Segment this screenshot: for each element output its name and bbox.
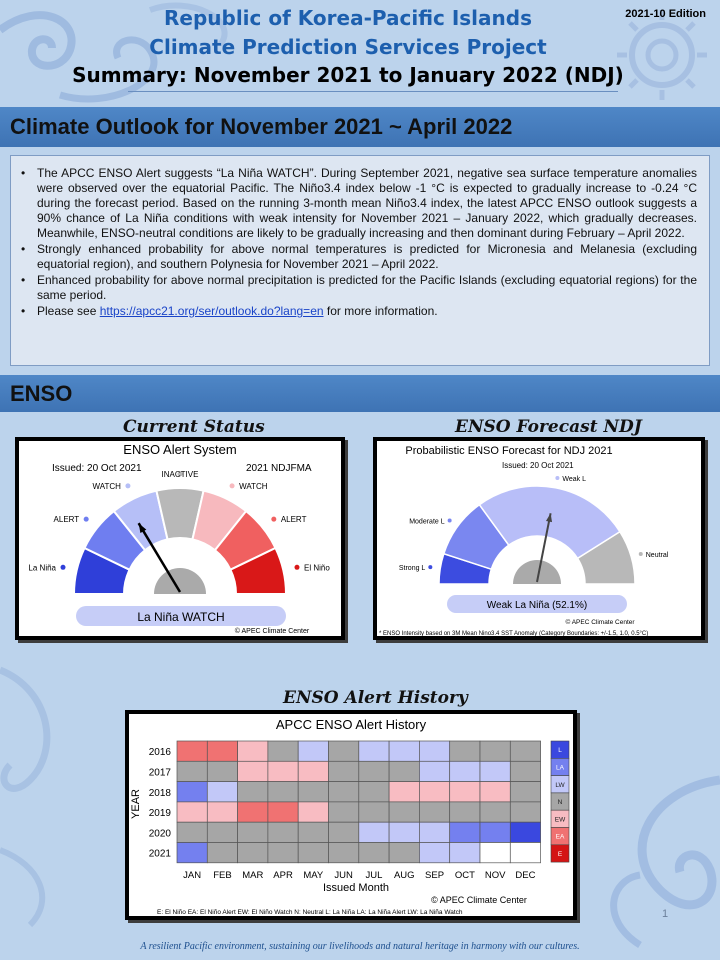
history-cell [207,802,237,822]
history-cell [510,802,540,822]
history-legend-label: N [557,799,563,807]
history-cell [419,843,449,863]
history-month-label: SEP [425,869,445,881]
outlook-bullet-link [37,304,697,319]
history-cell [329,782,359,802]
alert-gauge-svg [19,441,341,636]
history-cell [389,741,419,761]
history-month-label: AUG [393,869,415,881]
history-cell [510,741,540,761]
history-heatmap-svg [129,714,573,916]
history-cell [359,761,389,781]
history-cell [207,761,237,781]
history-year-label: 2019 [148,808,171,820]
history-legend-label: LW [555,781,565,789]
history-cell [329,761,359,781]
alert-segment-label: La Niña [28,563,57,573]
history-cell [268,761,298,781]
forecast-result-text: Weak La Niña (52.1%) [486,600,588,611]
history-cell [450,843,480,863]
history-cell [450,802,480,822]
enso-section-header [0,375,720,412]
history-legend-label: L [558,747,562,755]
header-title-line2: Climate Prediction Services Project [149,35,547,59]
history-cell [298,761,328,781]
history-cell [268,802,298,822]
history-month-label: JUN [334,869,353,881]
history-cell [177,761,207,781]
enso-alert-system-chart [15,437,345,640]
history-cell [268,741,298,761]
history-cell [419,741,449,761]
history-year-label: 2021 [148,848,171,860]
history-month-label: NOV [484,869,506,881]
history-cell [480,843,510,863]
history-cell [238,802,268,822]
history-credit: © APEC Climate Center [431,895,527,905]
outlook-link[interactable]: https://apcc21.org/ser/outlook.do?lang=en [99,304,324,318]
forecast-label-dot [555,476,559,480]
history-legend-label: EA [555,833,565,841]
history-cell [238,782,268,802]
history-cell [480,741,510,761]
history-month-label: MAR [242,869,264,881]
history-cell [298,802,328,822]
decorative-swirl-bottomright [580,760,720,950]
history-cell [177,843,207,863]
forecast-label-dot [428,565,432,569]
history-cell [359,843,389,863]
history-cell [450,741,480,761]
alert-label-dot [294,565,299,570]
decorative-swirl-bottomleft [0,650,90,930]
outlook-section-header [0,107,720,147]
history-cell [177,741,207,761]
history-year-label: 2018 [148,787,171,799]
history-cell [359,782,389,802]
forecast-heading: ENSO Forecast NDJ [455,417,642,437]
history-cell [238,761,268,781]
history-cell [510,843,540,863]
header-summary: Summary: November 2021 to January 2022 (NDJ) [72,63,624,87]
history-cell [359,822,389,842]
forecast-segment-label: Weak L [562,475,587,483]
history-cell [389,843,419,863]
link-suffix: for more information. [323,304,438,318]
forecast-issued: Issued: 20 Oct 2021 [502,461,574,470]
alert-label-dot [125,483,130,488]
history-cell [389,802,419,822]
history-cell [238,741,268,761]
history-month-label: JAN [183,869,202,881]
history-cell [238,843,268,863]
alert-label-dot [230,483,235,488]
header-title-line1: Republic of Korea-Pacific Islands [163,6,532,30]
alert-label-dot [61,565,66,570]
enso-title: ENSO [10,381,73,406]
forecast-footnote: * ENSO Intensity based on 3M Mean Nino3.4 SST Anomaly (Category Boundaries: +/-1.5, 1.0, 0.5°C) [379,631,649,636]
current-status-heading: Current Status [123,417,265,437]
forecast-segment-label: Strong L [398,565,426,573]
history-heading: ENSO Alert History [283,688,468,708]
history-month-label: FEB [213,869,232,881]
history-cell [389,822,419,842]
outlook-bullet: • The APCC ENSO Alert suggests “La Niña WATCH”. During September 2021, negative sea surface temperature anomalies were observed over the equatorial Pacific. The Niño3.4 index below -1 °C is expected to gradually increase to -0.24 °C during the forecast period. Based on the running 3-month mean Niño3.4 index, the latest APCC ENSO outlook suggests a 90% chance of La Niña conditions with weak intensity for November 2021 – January 2022, which gradually decreases. Meanwhile, ENSO-neutral conditions are likely to be gradually increasing and then dominant during February – April 2022. [37,166,697,241]
history-cell [329,802,359,822]
outlook-bullet-list [37,166,697,319]
history-cell [480,802,510,822]
page-header [0,0,720,100]
history-cell [238,822,268,842]
history-cell [480,761,510,781]
history-ylabel: YEAR [130,789,142,819]
history-month-label: DEC [515,869,536,881]
history-cell [268,822,298,842]
history-cell [510,782,540,802]
history-cell [419,761,449,781]
history-cell [510,761,540,781]
alert-segment-label: ALERT [53,515,80,525]
alert-period: 2021 NDJFMA [246,463,312,474]
alert-segment-label: WATCH [239,481,268,491]
history-xlabel: Issued Month [322,882,390,894]
outlook-bullet: • Strongly enhanced probability for above normal temperatures is predicted for Micronesia and Melanesia (excluding equatorial region), and southern Polynesia for November 2021 – April 2022. [37,242,697,272]
forecast-gauge-svg [377,441,701,636]
alert-segment-label: ALERT [280,515,307,525]
history-cell [480,822,510,842]
history-cell [329,843,359,863]
alert-segment-label: El Niño [303,563,330,573]
alert-issued: Issued: 20 Oct 2021 [52,463,142,474]
history-cell [329,741,359,761]
forecast-label-dot [448,519,452,523]
enso-alert-history-chart [125,710,577,920]
history-year-label: 2020 [148,828,171,840]
history-month-label: JUL [365,869,383,881]
link-prefix: Please see [37,304,100,318]
history-cell [298,843,328,863]
history-year-label: 2017 [148,767,171,779]
header-rule [128,91,618,92]
outlook-box [10,155,710,366]
forecast-segment-label: Neutral [645,552,669,560]
history-cell [177,822,207,842]
history-cell [419,822,449,842]
forecast-label-dot [639,552,643,556]
history-cell [359,741,389,761]
history-legend-label: LA [556,764,564,772]
history-legend-label: EW [554,816,566,824]
history-cell [419,782,449,802]
forecast-credit: © APEC Climate Center [565,619,635,626]
history-cell [510,822,540,842]
alert-credit: © APEC Climate Center [234,628,310,635]
history-month-label: APR [273,869,293,881]
history-cell [207,843,237,863]
history-cell [450,822,480,842]
history-month-label: MAY [303,869,324,881]
forecast-chart-title: Probabilistic ENSO Forecast for NDJ 2021 [405,445,613,457]
footer-motto: A resilient Pacific environment, sustaining our livelihoods and natural heritage in harmony with our cultures. [140,941,580,952]
history-cell [177,782,207,802]
alert-label-dot [271,517,276,522]
alert-status-text: La Niña WATCH [137,610,225,624]
forecast-segment-label: Moderate L [409,518,445,526]
history-cell [329,822,359,842]
history-cell [207,782,237,802]
history-year-label: 2016 [148,747,171,759]
history-footnote: E: El Niño EA: El Niño Alert EW: El Niño Watch N: Neutral L: La Niña LA: La Niña Alert LW: La Niña Watch [157,909,463,916]
alert-chart-title: ENSO Alert System [123,442,237,457]
history-cell [359,802,389,822]
history-legend-label: E [557,850,563,858]
page-number: 1 [662,908,669,920]
history-month-label: OCT [454,869,475,881]
enso-forecast-chart [373,437,705,640]
outlook-title: Climate Outlook for November 2021 ~ April 2022 [10,114,513,139]
history-cell [207,741,237,761]
alert-label-dot [84,517,89,522]
history-cell [480,782,510,802]
history-cell [268,782,298,802]
history-cell [298,782,328,802]
history-cell [419,802,449,822]
history-cell [177,802,207,822]
alert-segment-label: INACTIVE [161,470,199,479]
outlook-bullet: • Enhanced probability for above normal precipitation is predicted for the Pacific Islands (excluding equatorial regions) for the same period. [37,273,697,303]
history-cell [207,822,237,842]
history-cell [450,761,480,781]
history-cell [389,761,419,781]
history-cell [389,782,419,802]
history-cell [450,782,480,802]
alert-segment-label: WATCH [92,481,121,491]
history-cell [298,822,328,842]
history-chart-title: APCC ENSO Alert History [275,717,427,732]
edition-label: 2021-10 Edition [625,8,706,20]
history-cell [298,741,328,761]
history-cell [268,843,298,863]
